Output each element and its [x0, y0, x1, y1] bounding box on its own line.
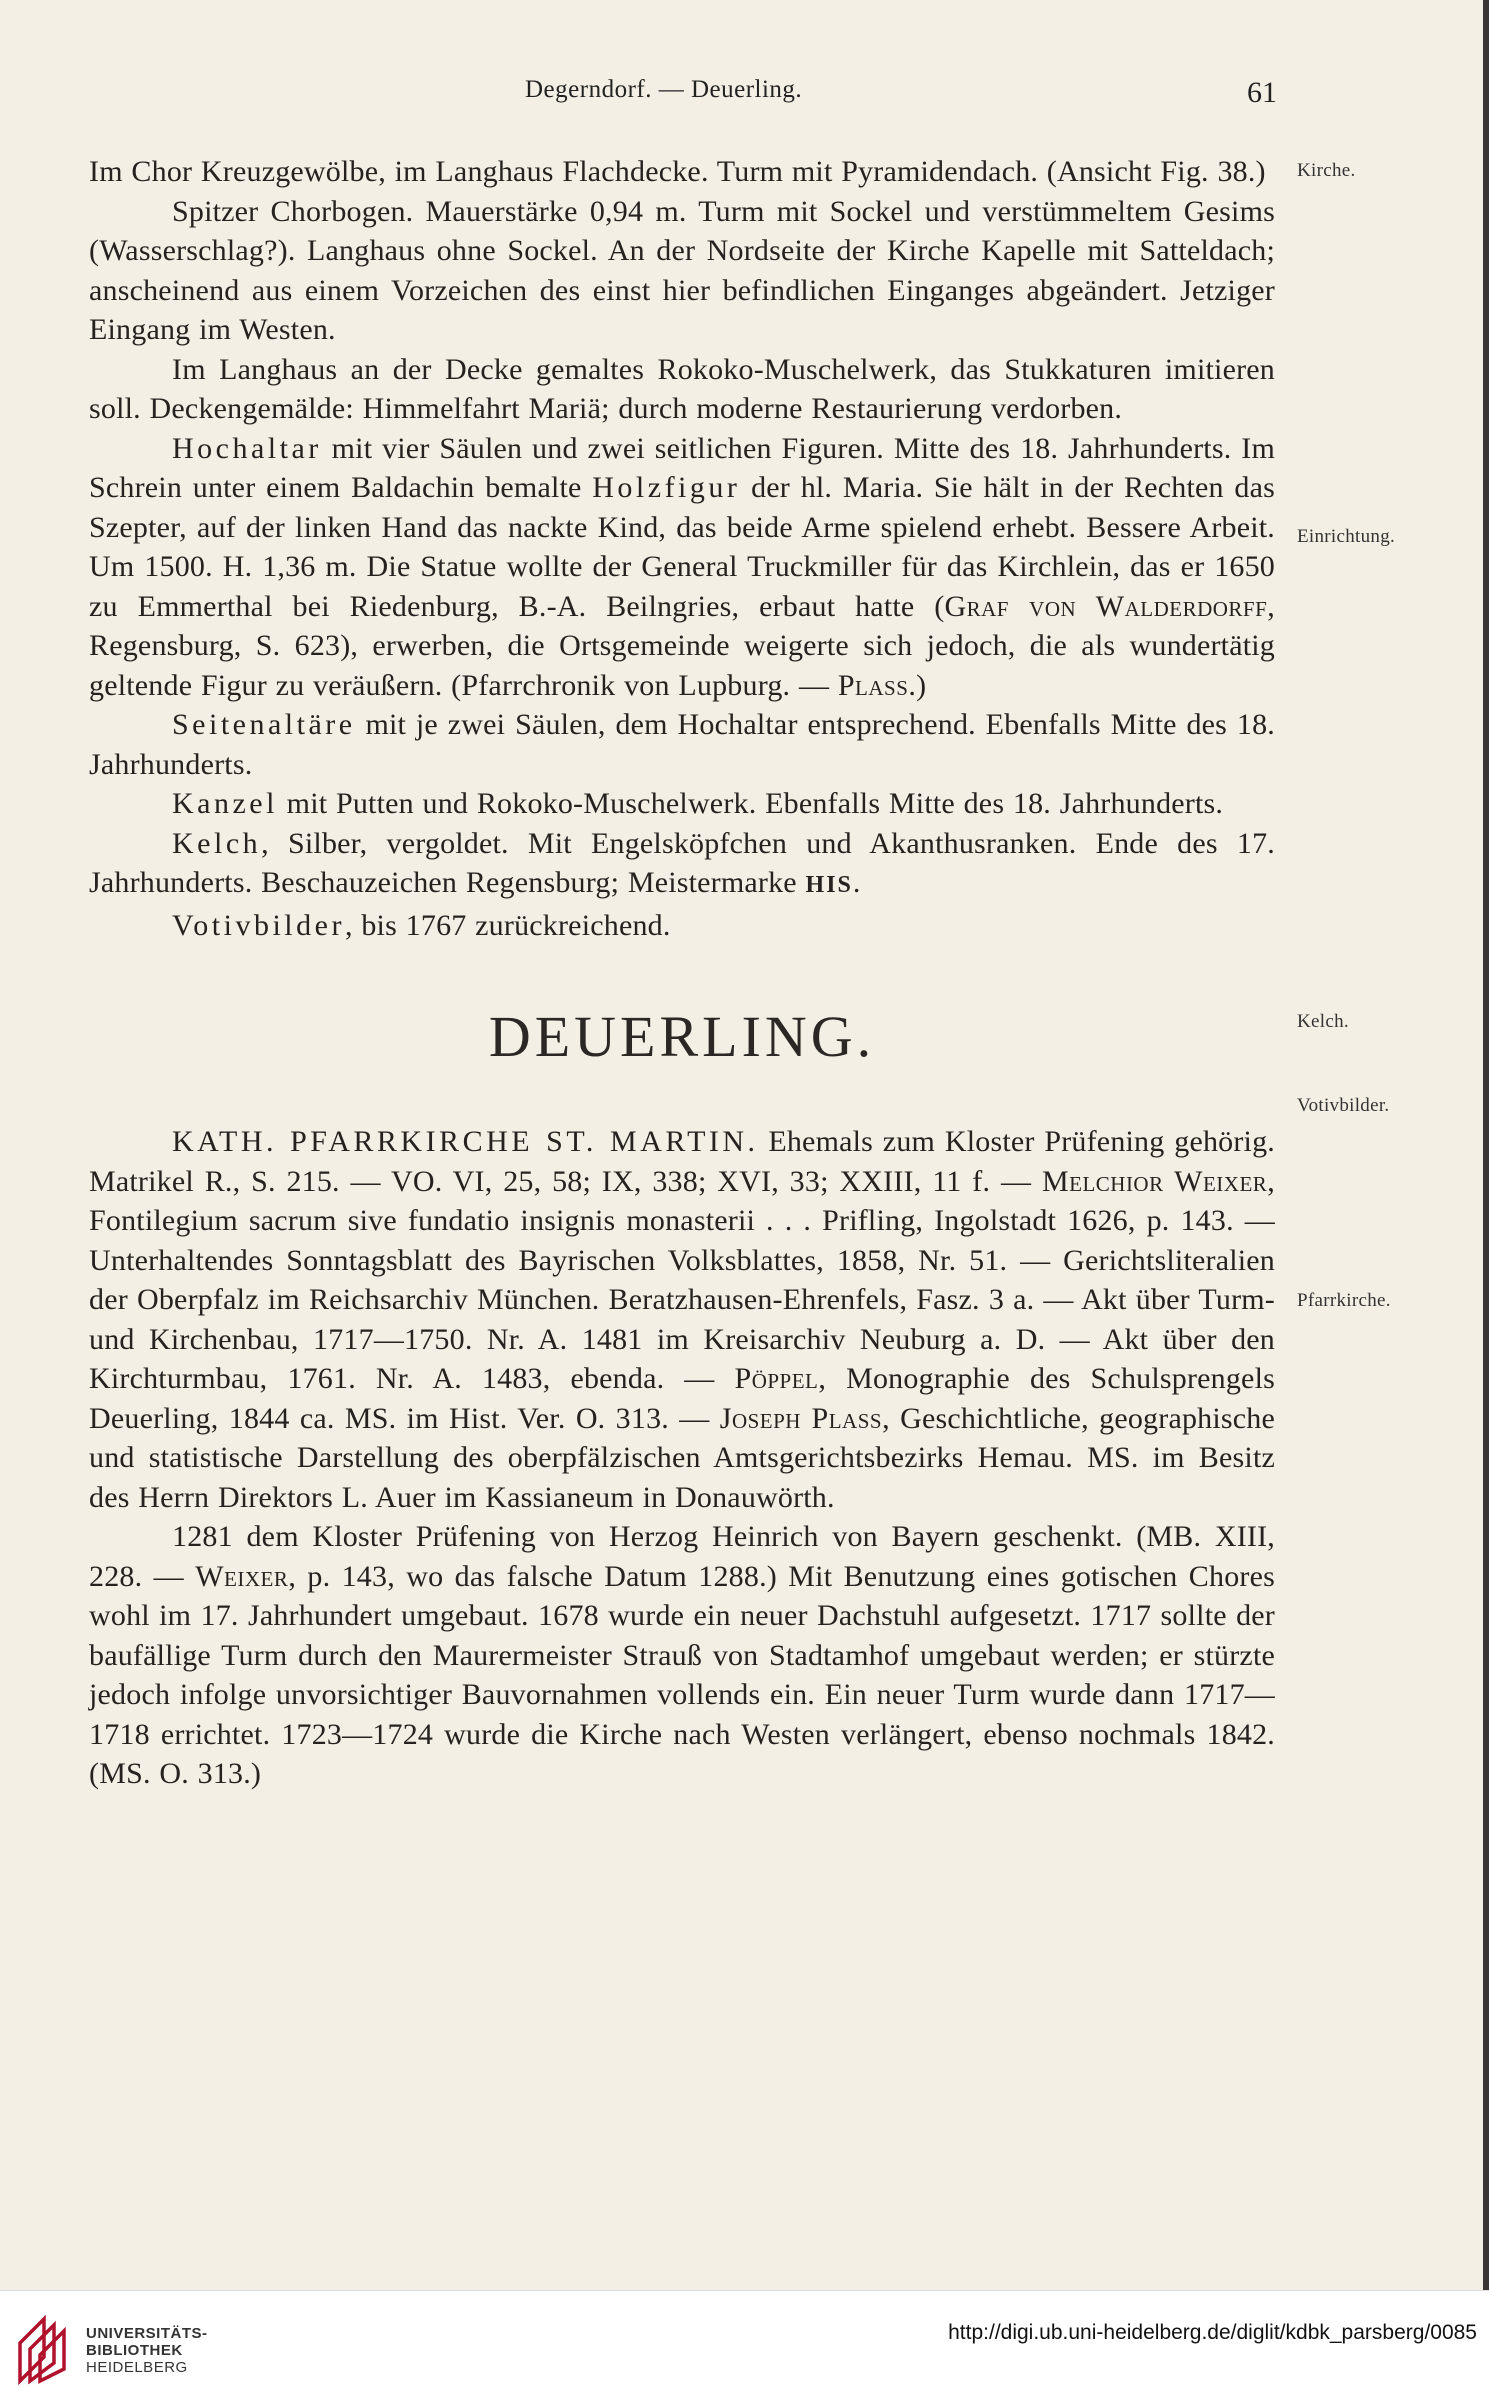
author-weixer-2: Weixer: [195, 1559, 289, 1593]
paragraph-kanzel: Kanzel mit Putten und Rokoko-Muschelwerk. Ebenfalls Mitte des 18. Jahrhunderts.: [172, 787, 1224, 820]
scan-frame-edge: [1483, 0, 1489, 2290]
margin-note-votivbilder: Votivbilder.: [1297, 1095, 1390, 1116]
paragraph-pfarrkirche-sources: KATH. PFARRKIRCHE ST. MARTIN. Ehemals zum Kloster Prüfening gehörig. Matrikel R., S. 215. — VO. VI, 25, 58; IX, 338; XVI, 33; XXIII, 11 f. — Melchior Weixer, Fontilegium sacrum sive fundatio insignis monasterii . . . Prifling, Ingolstadt 1626, p. 143. — Unterhaltendes Sonntagsblatt des Bayrischen Volksblattes, 1858, Nr. 51. — Gerichtsliteralien der Oberpfalz im Reichsarchiv München. Beratzhausen-Ehrenfels, Fasz. 3 a. — Akt über Turm- und Kirchenbau, 1717—1750. Nr. A. 1481 im Kreisarchiv Neuburg a. D. — Akt über den Kirchturmbau, 1761. Nr. A. 1483, ebenda. — Pöppel, Monographie des Schulsprengels Deuerling, 1844 ca. MS. im Hist. Ver. O. 313. — Joseph Plass, Geschichtliche, geographische und statistische Darstellung des oberpfälzischen Amtsgerichtsbezirks Hemau. MS. im Besitz des Herrn Direktors L. Auer im Kassianeum in Donauwörth.: [89, 1125, 1275, 1514]
term-pfarrkirche: KATH. PFARRKIRCHE ST. MARTIN.: [172, 1125, 759, 1158]
library-logo-icon: [14, 2313, 76, 2385]
margin-note-pfarrkirche: Pfarrkirche.: [1297, 1290, 1391, 1311]
paragraph-kelch: Kelch, Silber, vergoldet. Mit Engelsköpfchen und Akanthusranken. Ende des 17. Jahrhunderts. Beschauzeichen Regensburg; Meistermarke HIS.: [89, 826, 1275, 899]
term-kanzel: Kanzel: [172, 787, 278, 820]
paragraph-votivbilder: Votivbilder, bis 1767 zurückreichend.: [172, 908, 671, 942]
section-heading: DEUERLING.: [488, 1004, 876, 1069]
body-text: [89, 152, 1275, 1794]
author-poeppel: Pöppel: [734, 1362, 819, 1395]
term-seitenaltaere: Seitenaltäre: [172, 708, 356, 741]
paragraph-hochaltar: Hochaltar mit vier Säulen und zwei seitlichen Figuren. Mitte des 18. Jahrhunderts. Im Schrein unter einem Baldachin bemalte Holzfigur der hl. Maria. Sie hält in der Rechten das Szepter, auf der linken Hand das nackte Kind, das beide Arme spielend erhebt. Bessere Arbeit. Um 1500. H. 1,36 m. Die Statue wollte der General Truckmiller für das Kirchlein, das er 1650 zu Emmerthal bei Riedenburg, B.-A. Beilngries, erbaut hatte (Graf von Walderdorff, Regensburg, S. 623), erwerben, die Ortsgemeinde weigerte sich jedoch, die als wundertätig geltende Figur zu veräußern. (Pfarrchronik von Lupburg. — Plass.): [89, 431, 1275, 702]
page-number: 61: [1247, 76, 1277, 109]
term-kelch: Kelch: [172, 826, 262, 860]
margin-note-kelch: Kelch.: [1297, 1011, 1349, 1032]
viewer-footer: [0, 2290, 1489, 2406]
author-joseph-plass: Joseph Plass: [719, 1401, 883, 1435]
term-hochaltar: Hochaltar: [172, 431, 322, 465]
paragraph-langhaus-decke: Im Langhaus an der Decke gemaltes Rokoko-Muschelwerk, das Stukkaturen imitieren soll. Deckengemälde: Himmelfahrt Mariä; durch moderne Restaurierung verdorben.: [89, 352, 1275, 425]
author-plass: Plass: [837, 668, 909, 702]
library-logo-text: UNIVERSITÄTS- BIBLIOTHEK HEIDELBERG: [86, 2325, 208, 2376]
author-weixer: Melchior Weixer: [1041, 1164, 1268, 1198]
paragraph-history: 1281 dem Kloster Prüfening von Herzog Heinrich von Bayern geschenkt. (MB. XIII, 228. — Weixer, p. 143, wo das falsche Datum 1288.) Mit Benutzung eines gotischen Chores wohl im 17. Jahrhundert umgebaut. 1678 wurde ein neuer Dachstuhl aufgesetzt. 1717 sollte der baufällige Turm durch den Maurermeister Strauß von Stadtamhof umgebaut werden; er stürzte jedoch infolge unvorsichtiger Bauvornahmen vollends ein. Ein neuer Turm wurde dann 1717—1718 errichtet. 1723—1724 wurde die Kirche nach Westen verlängert, ebenso nochmals 1842. (MS. O. 313.): [89, 1520, 1275, 1790]
paragraph-kirche-construction: Im Chor Kreuzgewölbe, im Langhaus Flachdecke. Turm mit Pyramidendach. (Ansicht Fig. 38.): [89, 155, 1266, 188]
term-votivbilder: Votivbilder: [172, 908, 345, 942]
margin-note-einrichtung: Einrichtung.: [1297, 526, 1396, 547]
header-title: Degerndorf. — Deuerling.: [525, 76, 803, 103]
running-header: [0, 76, 1300, 116]
master-mark: HIS: [805, 872, 853, 898]
margin-note-kirche: Kirche.: [1297, 160, 1356, 181]
permalink-url[interactable]: http://digi.ub.uni-heidelberg.de/diglit/kdbk_parsberg/0085: [948, 2321, 1477, 2344]
term-holzfigur: Holzfigur: [592, 471, 741, 504]
author-walderdorff: Graf von Walderdorff: [944, 589, 1268, 623]
paragraph-seitenaltaere: Seitenaltäre mit je zwei Säulen, dem Hochaltar entsprechend. Ebenfalls Mitte des 18. Jahrhunderts.: [89, 708, 1275, 781]
paragraph-chorbogen: Spitzer Chorbogen. Mauerstärke 0,94 m. Turm mit Sockel und verstümmeltem Gesims (Wasserschlag?). Langhaus ohne Sockel. An der Nordseite der Kirche Kapelle mit Satteldach; anscheinend aus einem Vorzeichen des einst hier befindlichen Einganges abgeändert. Jetziger Eingang im Westen.: [89, 194, 1275, 346]
